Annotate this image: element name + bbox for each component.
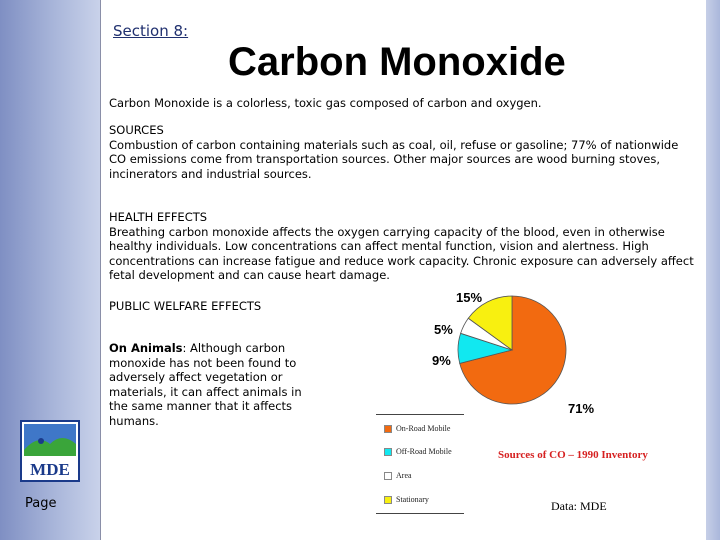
page-title: Carbon Monoxide <box>228 40 566 84</box>
pie-value-label: 9% <box>432 353 451 368</box>
legend-label: Area <box>396 471 412 480</box>
legend-swatch <box>384 472 392 480</box>
legend-label: On-Road Mobile <box>396 424 451 433</box>
animals-block <box>109 341 315 429</box>
legend-swatch <box>384 448 392 456</box>
page-label: Page <box>25 496 57 511</box>
pie-value-label: 71% <box>568 401 595 416</box>
logo-text: MDE <box>30 460 70 479</box>
section-label: Section 8: <box>113 22 189 40</box>
legend-item <box>384 495 429 504</box>
right-background-strip <box>706 0 720 540</box>
pie-chart <box>370 285 610 425</box>
data-source-note: Data: MDE <box>551 499 607 513</box>
health-heading: HEALTH EFFECTS <box>109 210 208 224</box>
legend-item <box>384 471 412 480</box>
legend-swatch <box>384 425 392 433</box>
chart-legend <box>376 414 464 514</box>
intro-text: Carbon Monoxide is a colorless, toxic gas composed of carbon and oxygen. <box>109 96 542 110</box>
health-text: Breathing carbon monoxide affects the oxygen carrying capacity of the blood, even in otherwise healthy individuals. Low concentrations can affect mental function, vision and alertness. High concentrations can increase fatigue and reduce work capacity. Chronic exposure can adversely affect fetal development and can cause heart damage. <box>109 224 694 283</box>
pie-value-label: 5% <box>434 322 453 337</box>
health-block <box>109 210 694 283</box>
legend-swatch <box>384 496 392 504</box>
legend-label: Off-Road Mobile <box>396 447 452 456</box>
legend-item <box>384 424 450 433</box>
animals-heading: On Animals <box>109 341 183 355</box>
legend-label: Stationary <box>396 495 429 504</box>
pie-value-label: 15% <box>456 290 483 305</box>
mde-logo <box>20 420 80 482</box>
legend-item <box>384 447 452 456</box>
sources-heading: SOURCES <box>109 123 164 137</box>
chart-title: Sources of CO – 1990 Inventory <box>498 449 648 461</box>
welfare-heading: PUBLIC WELFARE EFFECTS <box>109 299 262 313</box>
sources-text: Combustion of carbon containing materials such as coal, oil, refuse or gasoline; 77% of nationwide CO emissions come from transportation sources. Other major sources are wood burning stoves, incinerators and industrial sources. <box>109 137 679 181</box>
sources-block <box>109 123 694 181</box>
animals-text: : Although carbon monoxide has not been found to adversely affect vegetation or materials, it can affect animals in the same manner that it affects humans. <box>109 341 302 428</box>
